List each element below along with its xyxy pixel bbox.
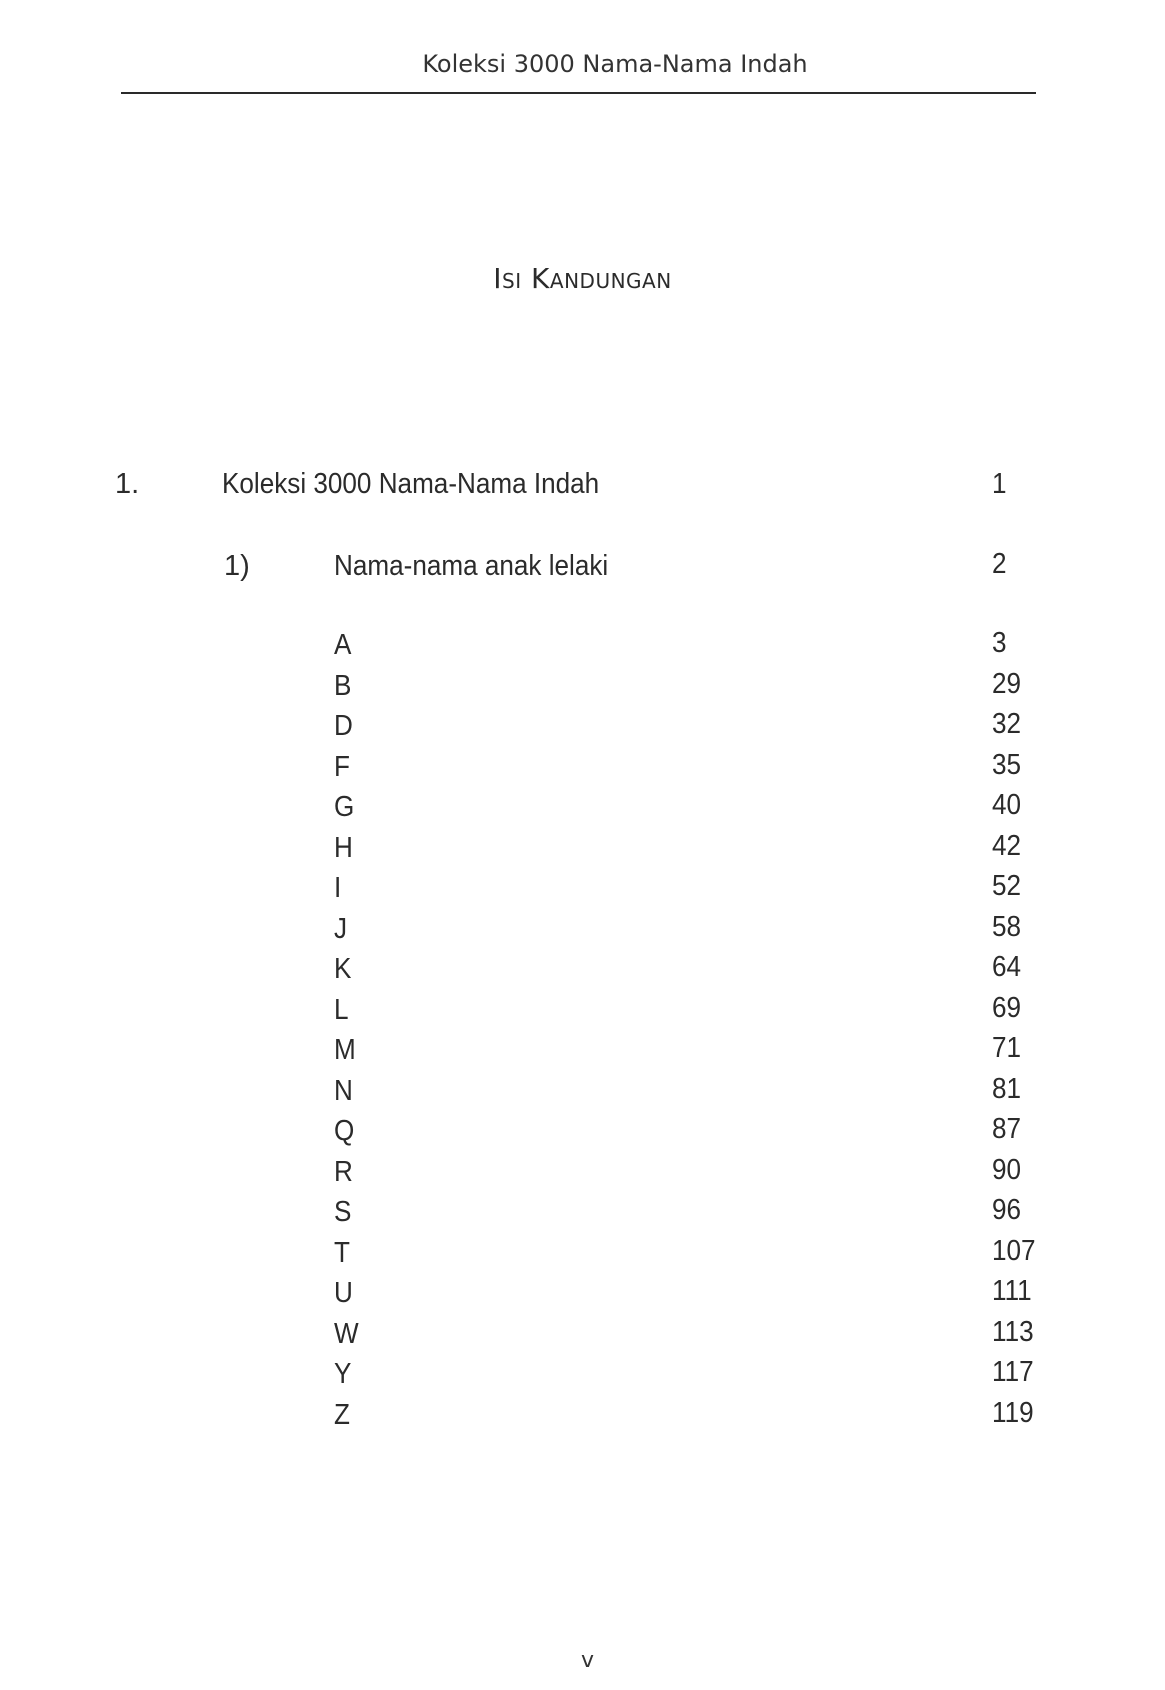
subsection-title: Nama-nama anak lelaki [334,550,609,582]
toc-letter-entry: Y [334,1358,352,1390]
toc-letter-page-number: 52 [992,870,1022,902]
toc-letter-page-number: 113 [992,1315,1034,1348]
chapter-page-number: 1 [992,468,1007,500]
toc-letter-page-number: 71 [992,1032,1022,1064]
toc-letter-page-number: 69 [992,991,1022,1024]
chapter-title: Koleksi 3000 Nama-Nama Indah [222,468,600,500]
toc-letter-page-number: 29 [992,667,1022,700]
chapter-number: 1. [115,468,140,500]
toc-letter-entry: S [334,1196,352,1228]
toc-letter-page-number: 40 [992,789,1022,821]
toc-letter-page-number: 96 [992,1194,1022,1226]
section-title: Isi Kandungan [493,262,672,295]
toc-letter-entry: G [334,791,355,823]
toc-letter-entry: R [334,1155,353,1188]
toc-letter-entry: I [334,872,342,904]
toc-letter-page-number: 107 [992,1234,1036,1267]
toc-letter-page-number: 32 [992,708,1022,740]
toc-letter-page-number: 64 [992,951,1022,983]
toc-letter-entry: H [334,831,353,864]
toc-letter-page-number: 3 [992,627,1007,659]
letter-page-list [992,629,1040,1439]
toc-letter-entry: L [334,993,349,1026]
toc-letter-page-number: 119 [992,1396,1034,1429]
toc-letter-entry: T [334,1236,350,1269]
subsection-page-number: 2 [992,548,1007,580]
toc-letter-page-number: 42 [992,829,1022,862]
toc-letter-page-number: 111 [992,1275,1032,1307]
toc-letter-page-number: 81 [992,1072,1022,1105]
toc-letter-entry: J [334,912,348,945]
toc-letter-entry: U [334,1277,353,1309]
toc-letter-entry: N [334,1074,353,1107]
toc-letter-page-number: 35 [992,748,1022,781]
toc-letter-page-number: 90 [992,1153,1022,1186]
toc-letter-entry: W [334,1317,359,1350]
toc-letter-entry: F [334,750,350,783]
page-folio: v [580,1648,595,1673]
toc-letter-entry: D [334,710,353,742]
running-header: Koleksi 3000 Nama-Nama Indah [422,50,808,78]
toc-letter-entry: B [334,669,352,702]
toc-letter-entry: M [334,1034,356,1066]
subsection-number: 1) [224,550,250,582]
toc-letter-entry: Q [334,1115,355,1147]
toc-letter-page-number: 87 [992,1113,1022,1145]
toc-letter-entry: A [334,629,352,661]
toc-letter-entry: Z [334,1398,350,1431]
header-rule [121,92,1036,94]
toc-letter-page-number: 117 [992,1356,1034,1388]
letter-index-list [334,631,361,1441]
toc-letter-entry: K [334,953,352,985]
toc-letter-page-number: 58 [992,910,1022,943]
